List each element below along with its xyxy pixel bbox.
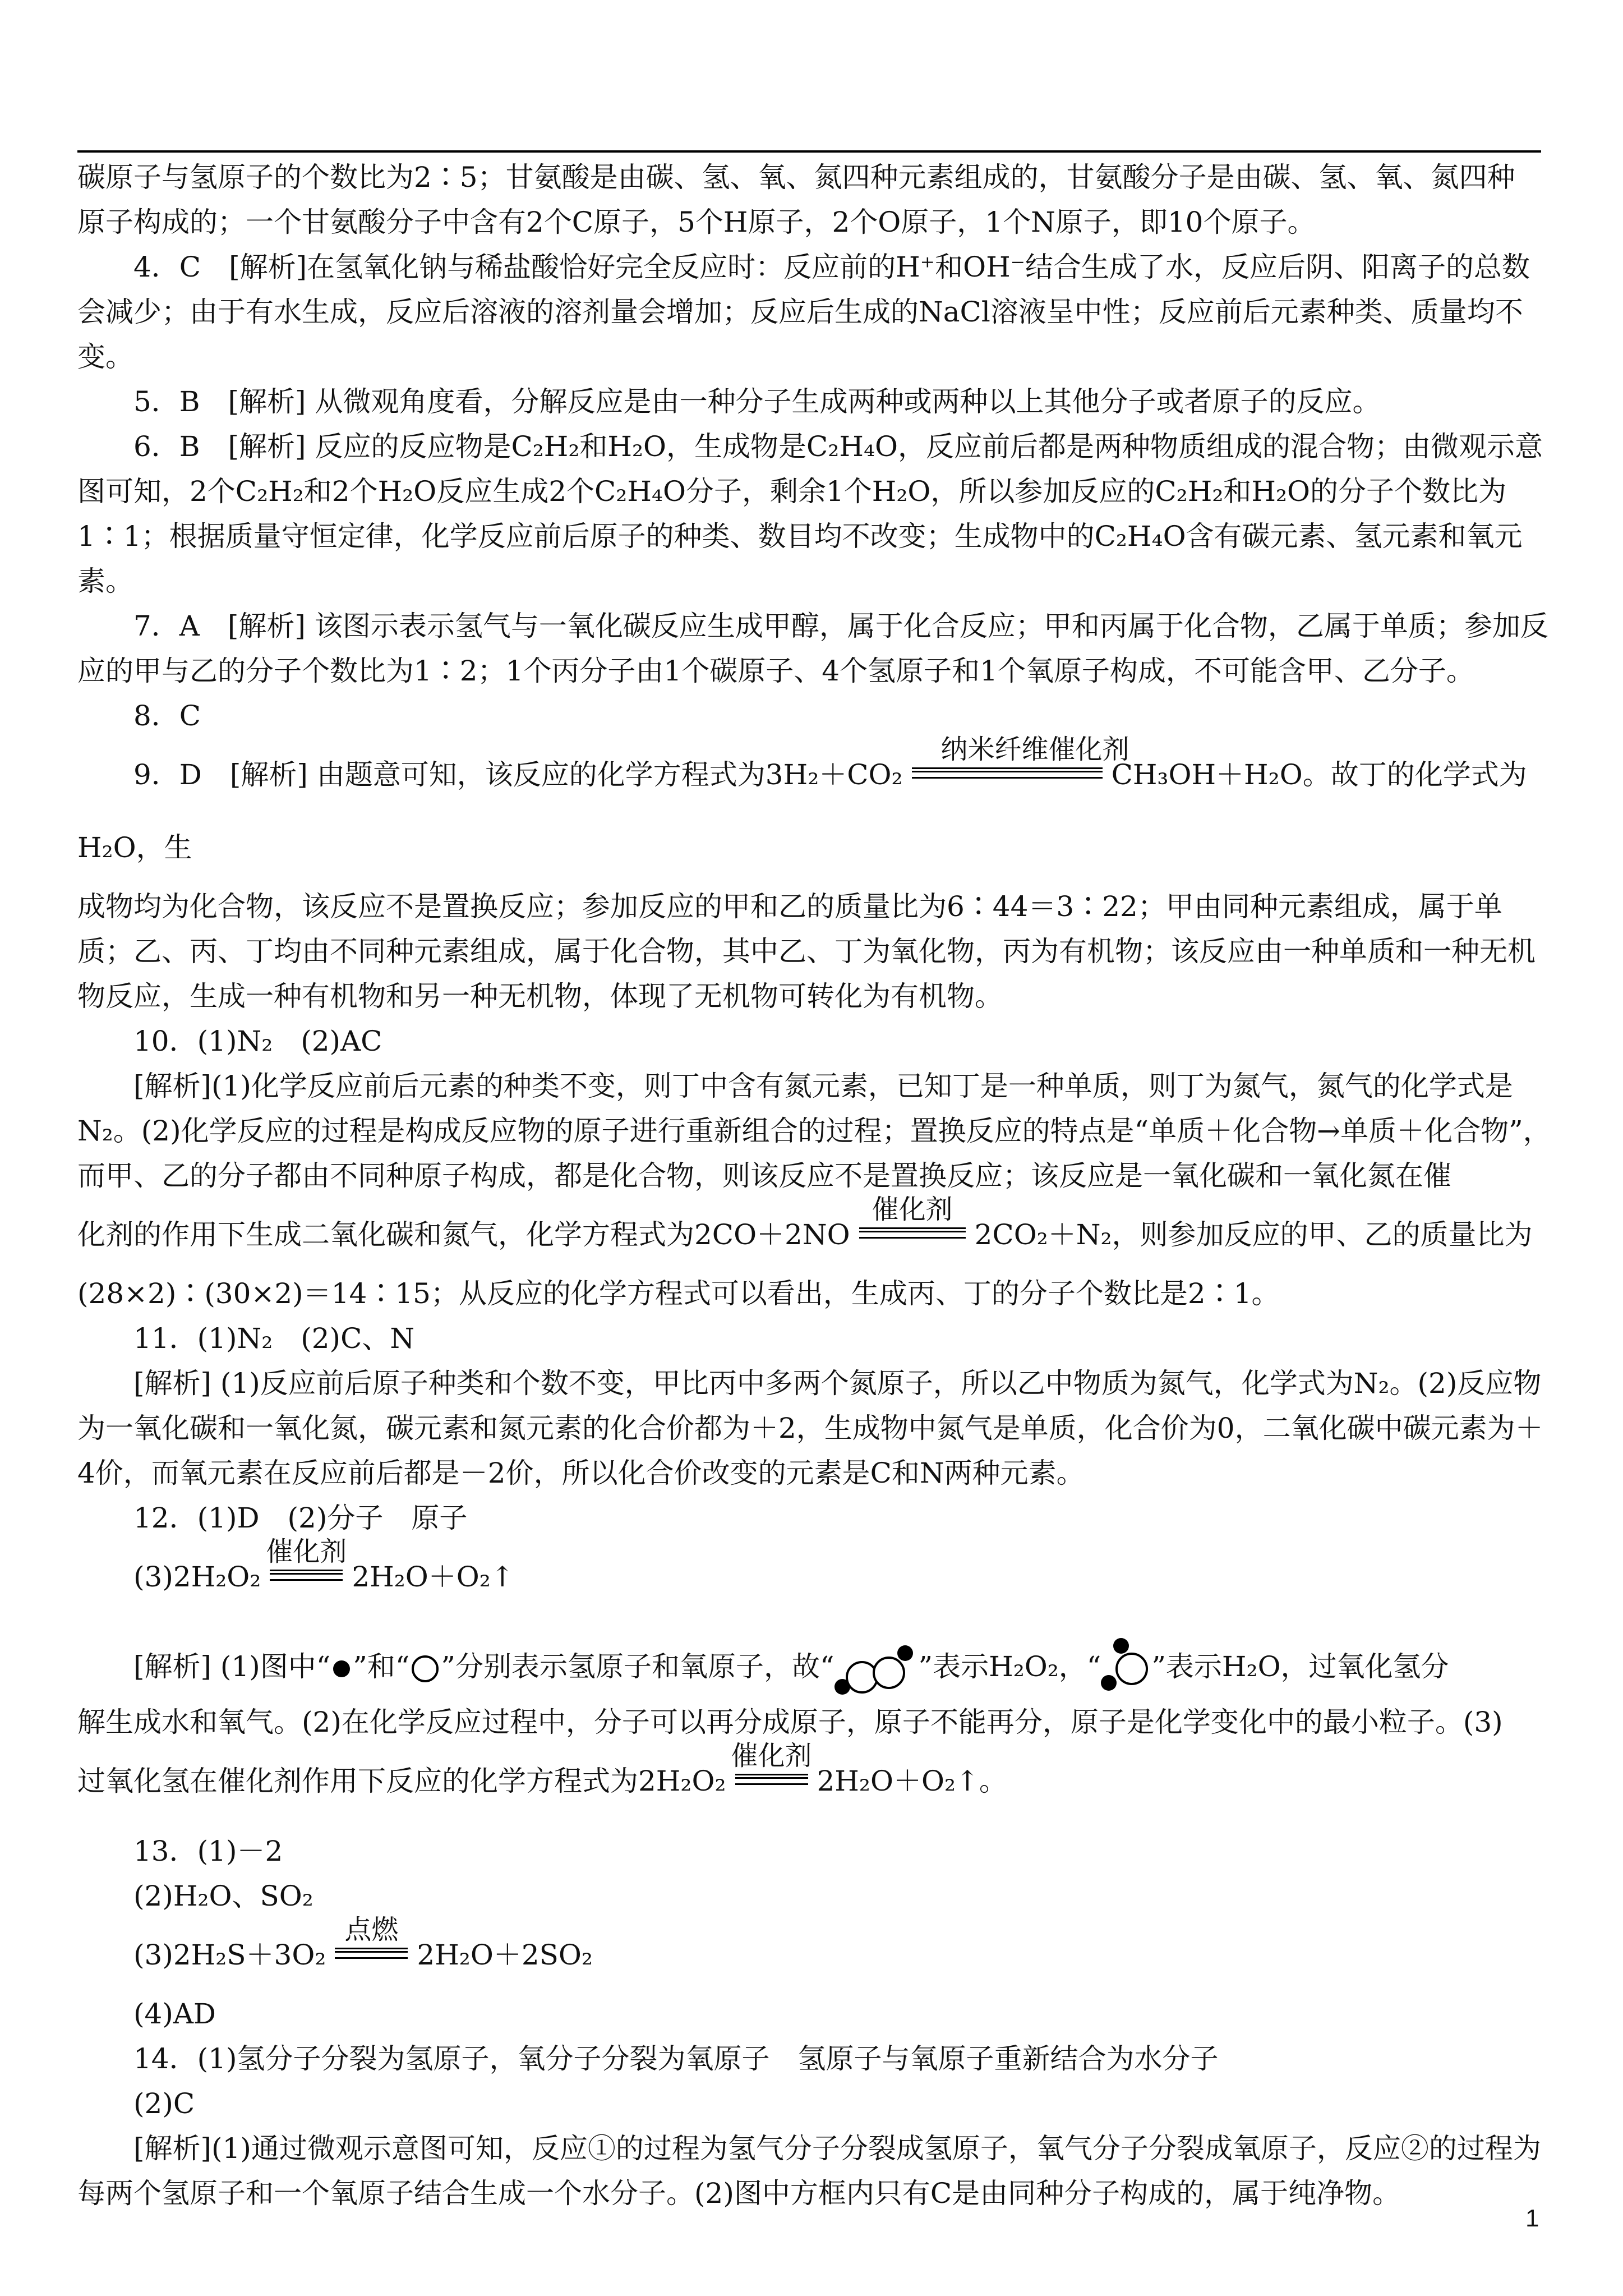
answer-12: 12．(1)D (2)分子 原子 (133, 1502, 468, 1534)
reaction-arrow (730, 1740, 814, 1791)
header-rule (77, 150, 1541, 153)
answer-12-equation (133, 1536, 1552, 1613)
answer-5: 5．B [解析] 从微观角度看，分解反应是由一种分子生成两种或两种以上其他分子或者原子的反应。 (133, 385, 1381, 418)
eq10-reactants: 化剂的作用下生成二氧化碳和氮气，化学方程式为2CO＋2NO (77, 1218, 850, 1251)
hydrogen-peroxide-molecule-icon (834, 1641, 919, 1697)
answer-13-2: (2)H₂O、SO₂ (133, 1880, 313, 1912)
answer-12-analysis (77, 1636, 1552, 1700)
answer-9-rest: 成物均为化合物，该反应不是置换反应；参加反应的甲和乙的质量比为6∶44＝3∶22；甲由同种元素组成，属于单质；乙、丙、丁均由不同种元素组成，属于化合物，其中乙、丁为氧化物，丙为有机物；该反应由一种单质和一种无机物反应，生成一种有机物和另一种无机物，体现了无机物可转化为有机物。 (77, 890, 1536, 1013)
answer-9-equation (77, 734, 1552, 884)
answer-10-analysis: [解析](1)化学反应前后元素的种类不变，则丁中含有氮元素，已知丁是一种单质，则丁为氮气，氮气的化学式是N₂。(2)化学反应的过程是构成反应物的原子进行重新组合的过程；置换反应的特点是“单质＋化合物→单质＋化合物”，而甲、乙的分子都由不同种原子构成，都是化合物，则该反应不是置换反应；该反应是一氧化碳和一氧化氮在催 (77, 1070, 1551, 1192)
eq9-reactants: 9．D [解析] 由题意可知，该反应的化学方程式为3H₂＋CO₂ (133, 758, 903, 791)
answer-12-analysis-2: 解生成水和氧气。(2)在化学反应过程中，分子可以再分成原子，原子不能再分，原子是化学变化中的最小粒子。(3) (77, 1706, 1503, 1738)
analysis-text: ”和“ (353, 1650, 410, 1683)
reaction-arrow (264, 1536, 348, 1586)
reaction-arrow (329, 1914, 413, 1964)
answer-14: 14．(1)氢分子分裂为氢原子，氧分子分裂为氧原子 氢原子与氧原子重新结合为水分子 (133, 2042, 1219, 2075)
answer-13: 13．(1)－2 (133, 1835, 283, 1867)
analysis-text: ”表示H₂O₂，“ (918, 1650, 1101, 1683)
answer-11-analysis: [解析] (1)反应前后原子种类和个数不变，甲比丙中多两个氮原子，所以乙中物质为氮气，化学式为N₂。(2)反应物为一氧化碳和一氧化氮，碳元素和氮元素的化合价都为＋2，生成物中氮气是单质，化合价为0，二氧化碳中碳元素为＋4价，而氧元素在反应前后都是－2价，所以化合价改变的元素是C和N两种元素。 (77, 1367, 1543, 1489)
analysis-text: ”分别表示氢原子和氧原子，故“ (441, 1650, 834, 1683)
answer-10-equation (77, 1194, 1552, 1271)
answer-6: 6．B [解析] 反应的反应物是C₂H₂和H₂O，生成物是C₂H₄O，反应前后都是两种物质组成的混合物；由微观示意图可知，2个C₂H₂和2个H₂O反应生成2个C₂H₄O分子，剩余1个H₂O，所以参加反应的C₂H₂和H₂O的分子个数比为1∶1；根据质量守恒定律，化学反应前后原子的种类、数目均不改变；生成物中的C₂H₄O含有碳元素、氢元素和氧元素。 (77, 430, 1543, 597)
analysis-text: ”表示H₂O，过氧化氢分 (1151, 1650, 1449, 1683)
answer-12-analysis-equation (77, 1740, 1552, 1818)
answer-13-3 (133, 1914, 1552, 1991)
eq10-products: 2CO₂＋N₂，则参加反应的甲、乙的质量比为 (974, 1218, 1533, 1251)
answer-11: 11．(1)N₂ (2)C、N (133, 1322, 415, 1355)
answer-8: 8．C (133, 700, 201, 732)
answer-10-ratio: (28×2)∶(30×2)＝14∶15；从反应的化学方程式可以看出，生成丙、丁的分子个数比是2∶1。 (77, 1277, 1280, 1310)
reaction-arrow (906, 734, 1129, 784)
oxygen-atom-icon (409, 1653, 441, 1685)
hydrogen-atom-icon (330, 1658, 353, 1680)
water-molecule-icon (1101, 1638, 1151, 1700)
answer-14-2: (2)C (133, 2087, 195, 2120)
answer-10: 10．(1)N₂ (2)AC (133, 1025, 382, 1057)
answer-text (77, 155, 1552, 2216)
eq12b-products: 2H₂O＋O₂↑。 (817, 1765, 1007, 1797)
reaction-condition: 催化剂 (266, 1536, 347, 1567)
reaction-condition: 纳米纤维催化剂 (940, 734, 1129, 765)
eq13-products: 2H₂O＋2SO₂ (417, 1939, 593, 1971)
reaction-condition: 催化剂 (731, 1740, 812, 1772)
eq13-reactants: (3)2H₂S＋3O₂ (133, 1939, 326, 1971)
line-p0a: 碳原子与氢原子的个数比为2∶5；甘氨酸是由碳、氢、氧、氮四种元素组成的，甘氨酸分子是由碳、氢、氧、氮四种 (77, 161, 1515, 194)
answer-7: 7．A [解析] 该图示表示氢气与一氧化碳反应生成甲醇，属于化合反应；甲和丙属于化合物，乙属于单质；参加反应的甲与乙的分子个数比为1∶2；1个丙分子由1个碳原子、4个氢原子和1个氧原子构成，不可能含甲、乙分子。 (77, 610, 1548, 687)
answer-4: 4．C [解析]在氢氧化钠与稀盐酸恰好完全反应时：反应前的H⁺和OH⁻结合生成了水，反应后阴、阳离子的总数会减少；由于有水生成，反应后溶液的溶剂量会增加；反应后生成的NaCl溶液呈中性；反应前后元素种类、质量均不变。 (77, 251, 1530, 373)
answer-14-analysis: [解析](1)通过微观示意图可知，反应①的过程为氢气分子分裂成氢原子，氧气分子分裂成氧原子，反应②的过程为每两个氢原子和一个氧原子结合生成一个水分子。(2)图中方框内只有C是由同种分子构成的，属于纯净物。 (77, 2132, 1541, 2210)
page-number: 1 (1525, 2205, 1539, 2232)
line-p0b: 原子构成的；一个甘氨酸分子中含有2个C原子，5个H原子，2个O原子，1个N原子，即10个原子。 (77, 206, 1316, 238)
answer-13-4: (4)AD (133, 1998, 216, 2030)
reaction-arrow (854, 1194, 971, 1244)
eq12-products: 2H₂O＋O₂↑ (352, 1561, 514, 1593)
eq9-products: CH₃OH＋H₂O。故丁的化学式为H₂O，生 (77, 758, 1527, 864)
eq12-reactants: (3)2H₂O₂ (133, 1561, 261, 1593)
reaction-condition: 催化剂 (872, 1194, 953, 1225)
reaction-condition: 点燃 (344, 1914, 399, 1945)
eq12b-reactants: 过氧化氢在催化剂作用下反应的化学方程式为2H₂O₂ (77, 1765, 726, 1797)
analysis-text: [解析] (1)图中“ (133, 1650, 331, 1683)
